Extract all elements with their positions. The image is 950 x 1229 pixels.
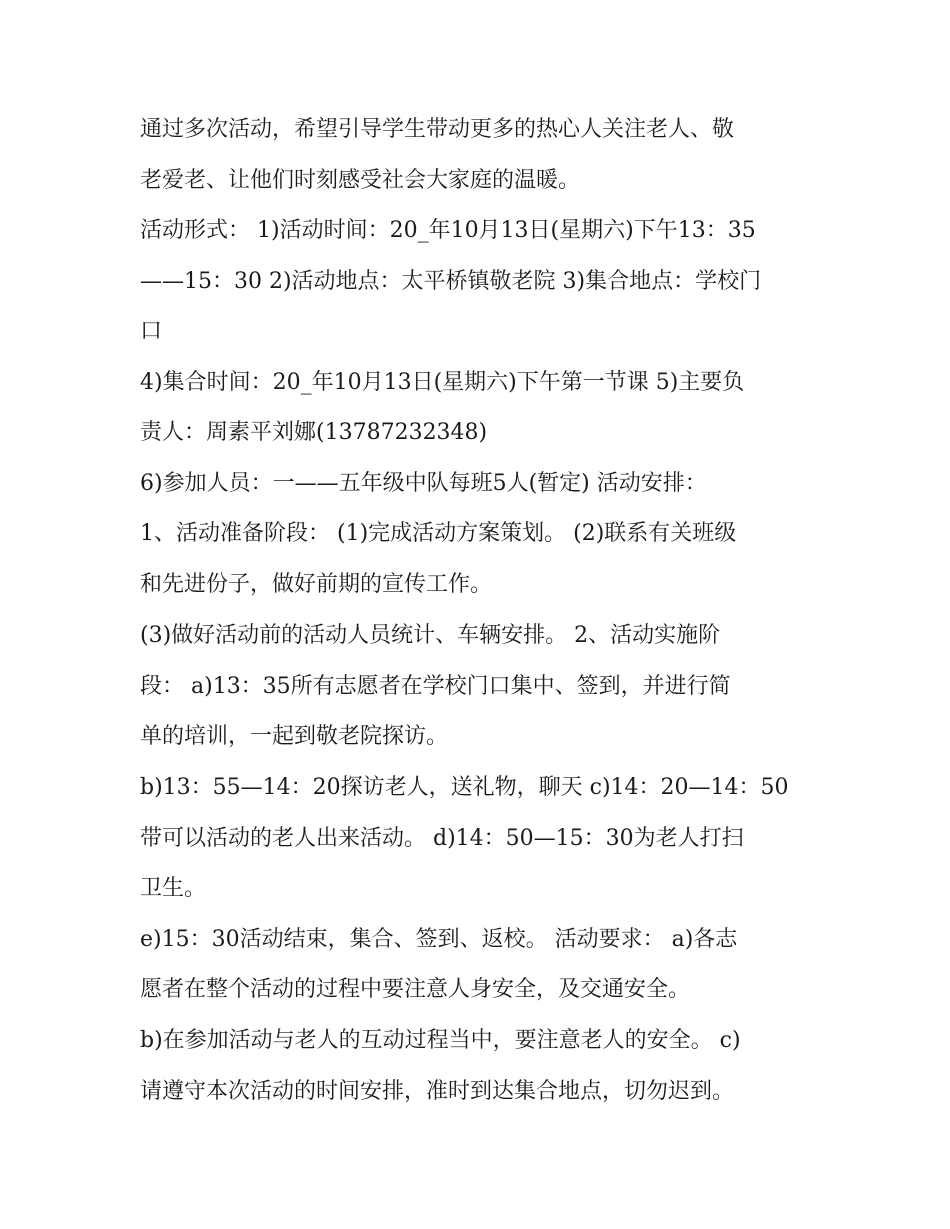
text-line: 活动形式： 1)活动时间：20_年10月13日(星期六)下午13：35 (140, 218, 756, 243)
text-line: ——15：30 2)活动地点：太平桥镇敬老院 3)集合地点：学校门 (140, 269, 762, 294)
text-line: 请遵守本次活动的时间安排，准时到达集合地点，切勿迟到。 (140, 1079, 735, 1104)
text-line: 老爱老、让他们时刻感受社会大家庭的温暖。 (140, 168, 581, 193)
text-line: (3)做好活动前的活动人员统计、车辆安排。 2、活动实施阶 (140, 623, 721, 648)
text-line: 段： a)13：35所有志愿者在学校门口集中、签到，并进行简 (140, 674, 731, 699)
text-line: 卫生。 (140, 876, 207, 901)
text-line: 单的培训，一起到敬老院探访。 (140, 724, 449, 749)
text-line: 6)参加人员：一——五年级中队每班5人(暂定) 活动安排： (140, 471, 707, 496)
text-line: b)在参加活动与老人的互动过程当中，要注意老人的安全。 c) (140, 1028, 741, 1053)
text-line: 1、活动准备阶段： (1)完成活动方案策划。 (2)联系有关班级 (140, 521, 737, 546)
text-line: 带可以活动的老人出来活动。 d)14：50—15：30为老人打扫 (140, 826, 744, 851)
text-line: 通过多次活动，希望引导学生带动更多的热心人关注老人、敬 (140, 117, 735, 142)
text-line: e)15：30活动结束，集合、签到、返校。 活动要求： a)各志 (140, 927, 738, 952)
text-line: 愿者在整个活动的过程中要注意人身安全，及交通安全。 (140, 977, 691, 1002)
text-line: 责人：周素平刘娜(13787232348) (140, 420, 488, 445)
text-line: 和先进份子，做好前期的宣传工作。 (140, 572, 493, 597)
text-line: 4)集合时间：20_年10月13日(星期六)下午第一节课 5)主要负 (140, 370, 745, 395)
text-line: 口 (140, 319, 163, 344)
text-line: b)13：55—14：20探访老人，送礼物，聊天 c)14：20—14：50 (140, 775, 789, 800)
